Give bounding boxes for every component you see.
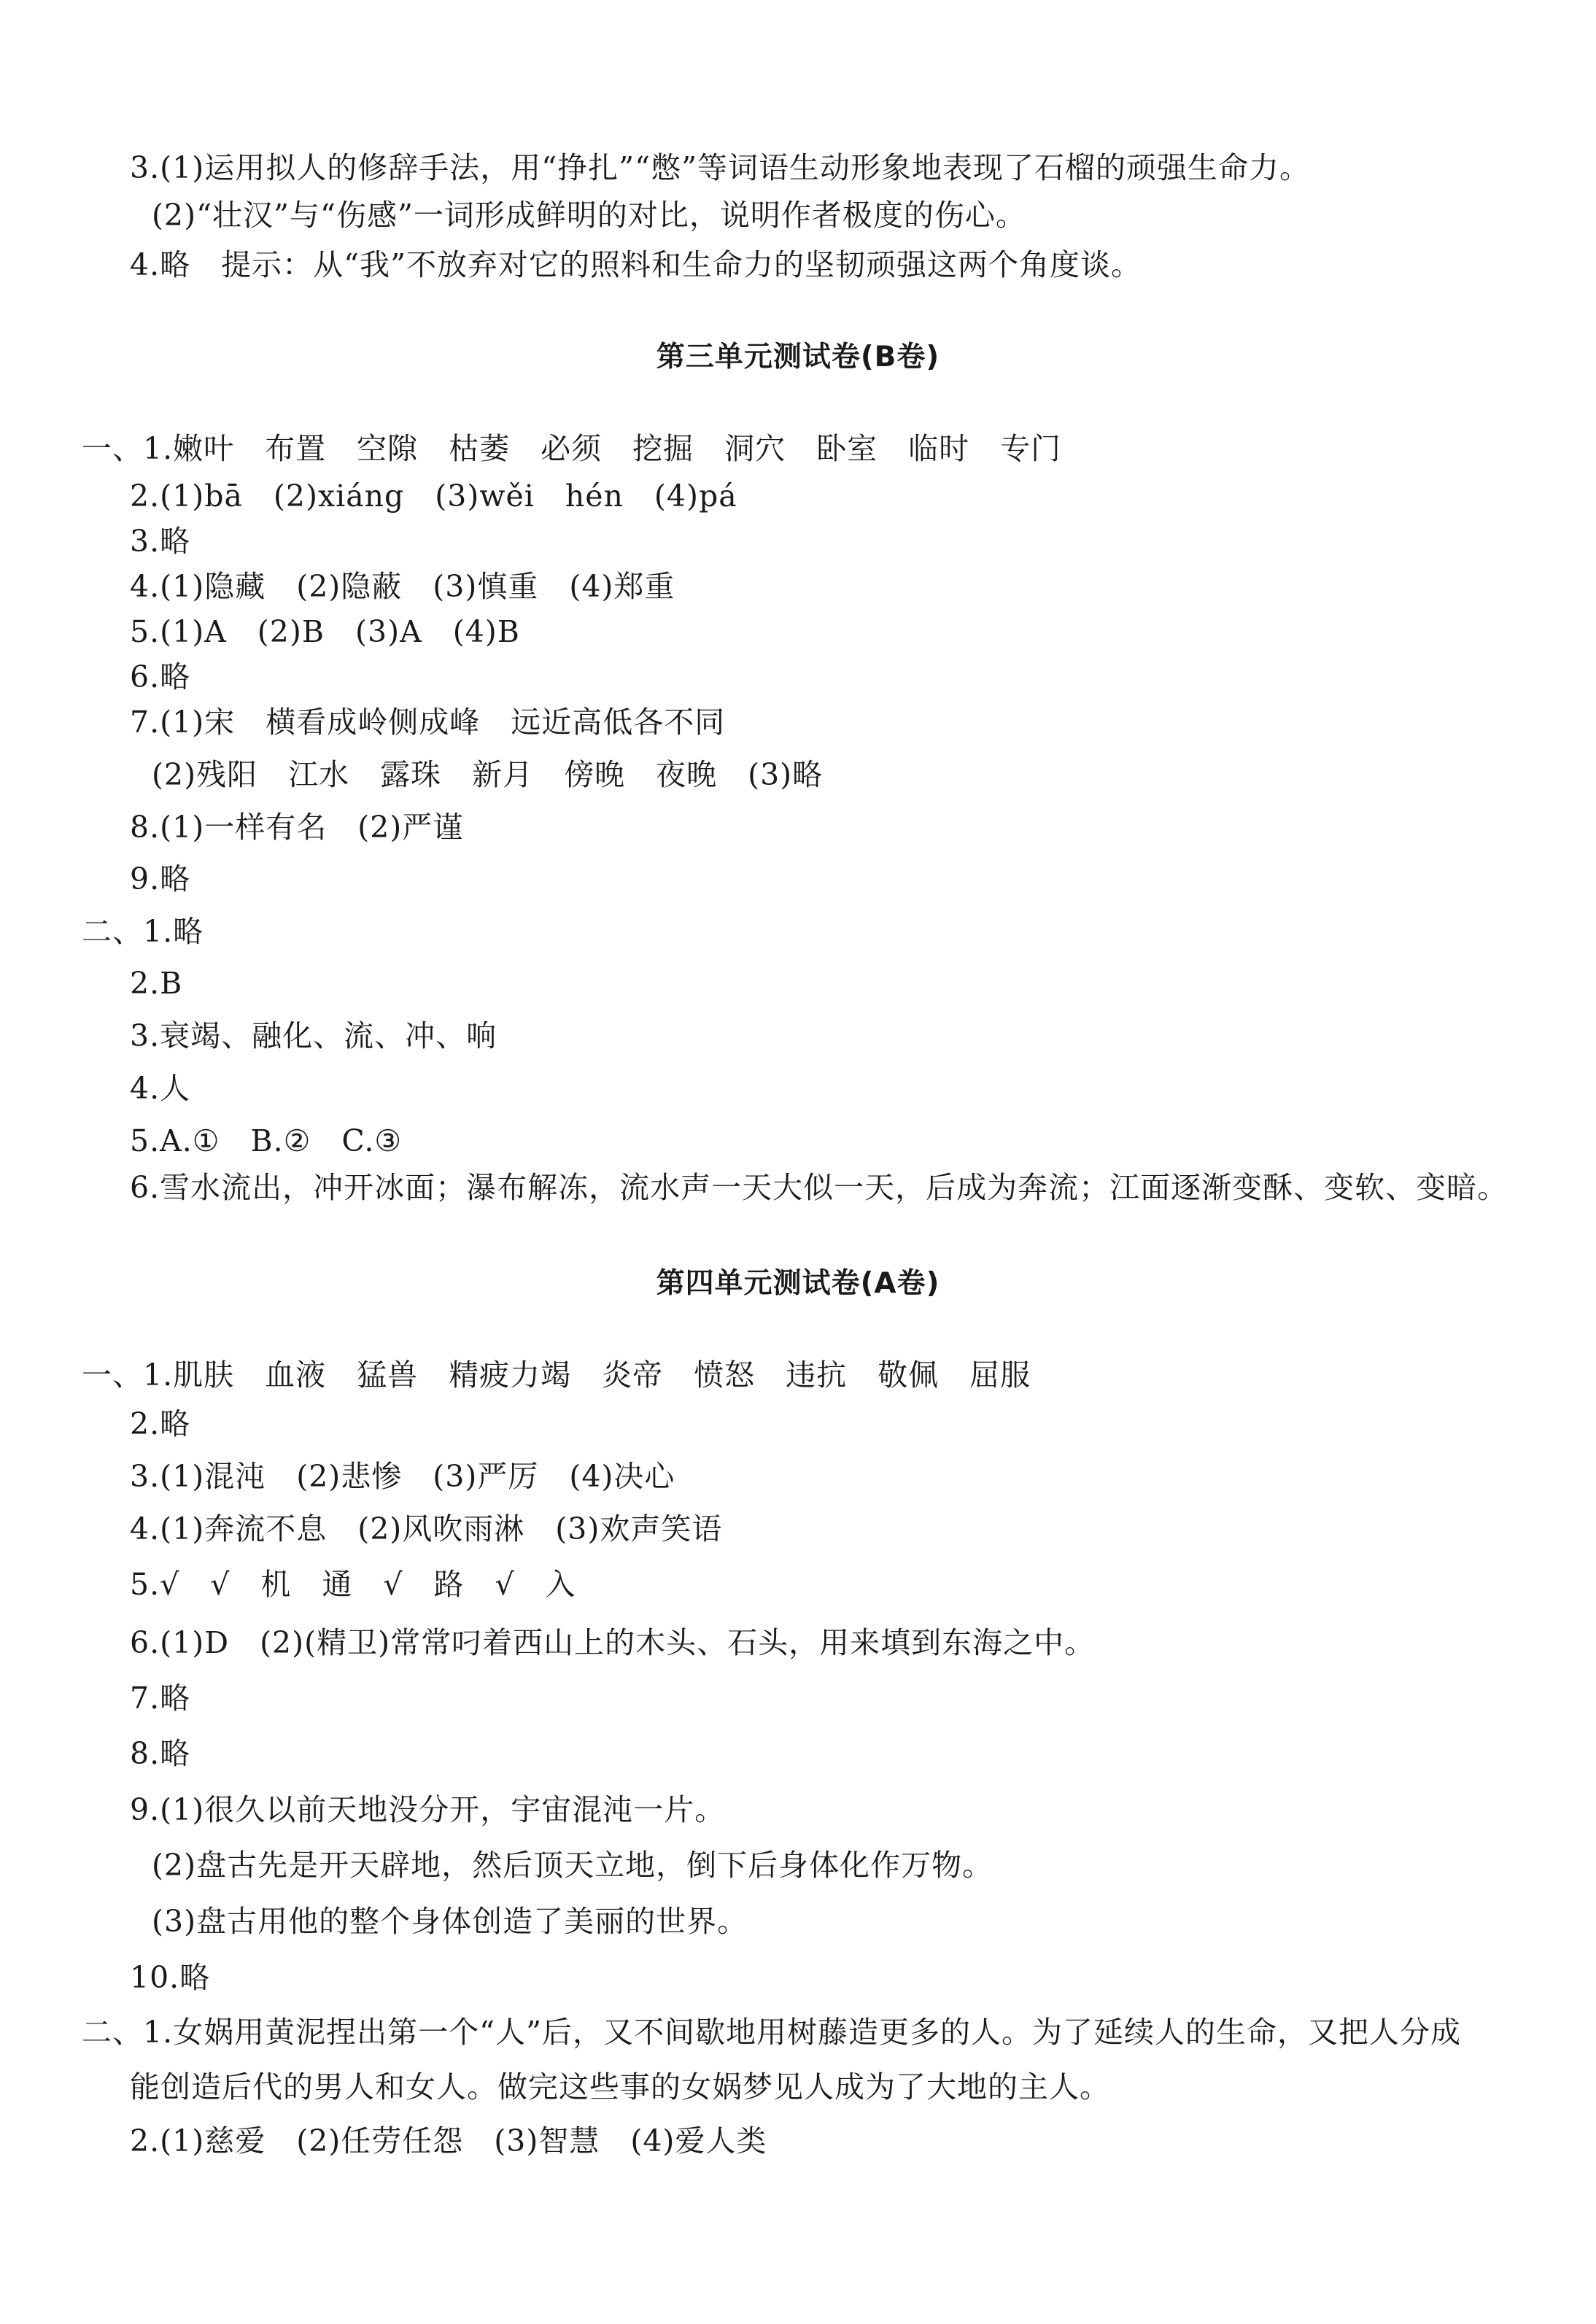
answer-line-3-2: (2)“壮汉”与“伤感”一词形成鲜明的对比，说明作者极度的伤心。 <box>152 198 1026 233</box>
unit4a-line-9-3: (3)盘古用他的整个身体创造了美丽的世界。 <box>152 1904 748 1939</box>
unit4a-line-6: 6.(1)D (2)(精卫)常常叼着西山上的木头、石头，用来填到东海之中。 <box>130 1625 1096 1660</box>
unit3b-line-4: 4.(1)隐藏 (2)隐蔽 (3)慎重 (4)郑重 <box>130 569 675 604</box>
answer-line-4: 4.略 提示：从“我”不放弃对它的照料和生命力的坚韧顽强这两个角度谈。 <box>130 247 1142 282</box>
answer-line-3-1: 3.(1)运用拟人的修辞手法，用“挣扎”“憋”等词语生动形象地表现了石榴的顽强生命力。 <box>130 150 1311 185</box>
unit3b-line-part2-4: 4.人 <box>130 1071 191 1106</box>
unit3b-line-8: 8.(1)一样有名 (2)严谨 <box>130 810 464 845</box>
unit3b-line-6: 6.略 <box>130 659 191 694</box>
unit4a-line-9-2: (2)盘古先是开天辟地，然后顶天立地，倒下后身体化作万物。 <box>152 1848 993 1883</box>
unit4a-line-5: 5.√ √ 机 通 √ 路 √ 入 <box>130 1567 576 1602</box>
unit3b-line-7-2: (2)残阳 江水 露珠 新月 傍晚 夜晚 (3)略 <box>152 757 824 792</box>
unit3b-line-part2-5: 5.A.① B.② C.③ <box>130 1123 403 1158</box>
unit3b-line-2: 2.(1)bā (2)xiáng (3)wěi hén (4)pá <box>130 479 737 514</box>
unit3b-line-5: 5.(1)A (2)B (3)A (4)B <box>130 614 520 649</box>
unit3b-line-7: 7.(1)宋 横看成岭侧成峰 远近高低各不同 <box>130 705 726 740</box>
unit3b-line-part2-2: 2.B <box>130 966 183 1001</box>
unit4a-line-8: 8.略 <box>130 1736 191 1771</box>
unit3b-line-part2-3: 3.衰竭、融化、流、冲、响 <box>130 1018 497 1053</box>
unit3b-line-3: 3.略 <box>130 524 191 559</box>
unit4a-line-part2-2: 2.(1)慈爱 (2)任劳任怨 (3)智慧 (4)爱人类 <box>130 2123 767 2158</box>
section-title-unit4a: 第四单元测试卷(A卷) <box>656 1267 940 1300</box>
section-title-unit3b: 第三单元测试卷(B卷) <box>656 341 940 373</box>
unit4a-line-4: 4.(1)奔流不息 (2)风吹雨淋 (3)欢声笑语 <box>130 1511 723 1546</box>
unit3b-line-part2-1: 二、1.略 <box>82 914 204 949</box>
unit4a-line-1: 一、1.肌肤 血液 猛兽 精疲力竭 炎帝 愤怒 违抗 敬佩 屈服 <box>82 1357 1031 1393</box>
unit4a-line-part2-1: 二、1.女娲用黄泥捏出第一个“人”后，又不间歇地用树藤造更多的人。为了延续人的生命，又把人分成 <box>82 2015 1462 2050</box>
unit4a-line-7: 7.略 <box>130 1681 191 1716</box>
unit4a-line-part2-1-cont: 能创造后代的男人和女人。做完这些事的女娲梦见人成为了大地的主人。 <box>130 2069 1110 2104</box>
unit4a-line-3: 3.(1)混沌 (2)悲惨 (3)严厉 (4)决心 <box>130 1459 675 1494</box>
unit4a-line-2: 2.略 <box>130 1406 191 1441</box>
unit3b-line-part2-6: 6.雪水流出，冲开冰面；瀑布解冻，流水声一天大似一天，后成为奔流；江面逐渐变酥、变软、变暗。 <box>130 1170 1508 1205</box>
unit4a-line-9: 9.(1)很久以前天地没分开，宇宙混沌一片。 <box>130 1792 726 1827</box>
unit4a-line-10: 10.略 <box>130 1960 211 1995</box>
unit3b-line-1: 一、1.嫩叶 布置 空隙 枯萎 必须 挖掘 洞穴 卧室 临时 专门 <box>82 431 1062 466</box>
unit3b-line-9: 9.略 <box>130 861 191 896</box>
